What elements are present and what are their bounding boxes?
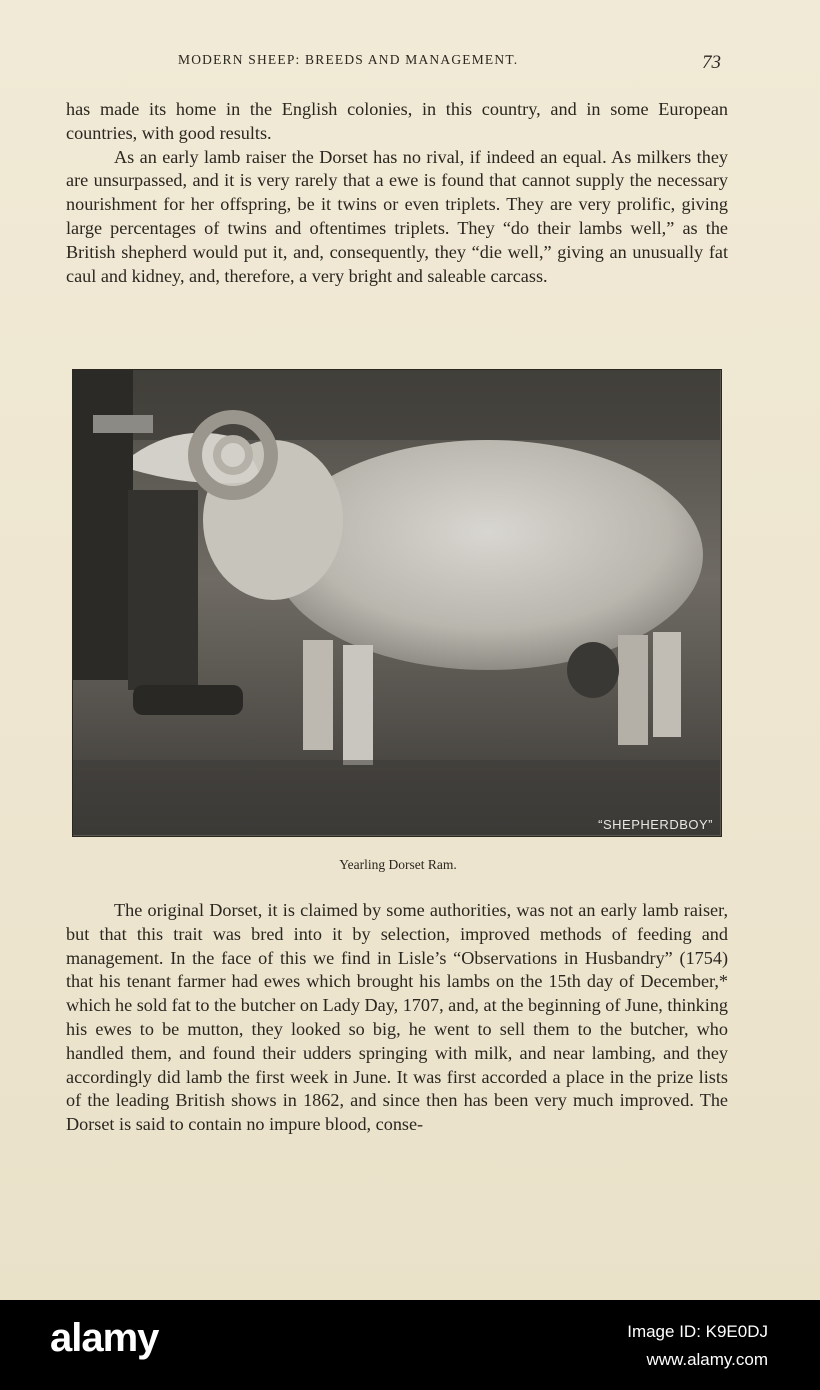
ram-illustration	[73, 370, 720, 835]
paragraph: As an early lamb raiser the Dorset has no rival, if indeed an equal. As milkers they are unsurpassed, and it is very rarely that a ewe is found that cannot supply the necessary nourishment for her offspring, be it twins or even triplets. They are very prolific, giving large percentages of twins and oftentimes triplets. They “do their lambs well,” as the British shepherd would put it, and, consequently, they “die well,” giving an unusually fat caul and kidney, and, therefore, a very bright and saleable carcass.	[66, 146, 728, 286]
ram-photograph	[72, 369, 722, 837]
top-text-block	[66, 98, 728, 288]
bottom-text-block	[66, 899, 728, 1137]
photo-credit: “SHEPHERDBOY”	[598, 817, 713, 832]
running-head: MODERN SHEEP: BREEDS AND MANAGEMENT.	[178, 52, 519, 67]
image-id: Image ID: K9E0DJ	[627, 1322, 768, 1341]
alamy-logo: alamy	[50, 1316, 159, 1360]
paragraph: The original Dorset, it is claimed by some authorities, was not an early lamb raiser, but that this trait was bred into it by selection, improved methods of feeding and management. In the face of this we find in Lisle’s “Observations in Husbandry” (1754) that his tenant farmer had ewes which brought his lambs on the 15th day of December,* which he sold fat to the butcher on Lady Day, 1707, and, at the beginning of June, thinking his ewes to be mutton, they looked so big, he went to sell them to the butcher, who handled them, and found their udders springing with milk, and near lambing, and they accordingly did lamb the first week in June. It was first accorded a place in the prize lists of the leading British shows in 1862, and since then has been very much improved. The Dorset is said to contain no impure blood, conse-	[66, 900, 729, 1135]
watermark-bar	[0, 1300, 820, 1390]
page-number: 73	[702, 52, 721, 73]
site-url: www.alamy.com	[646, 1350, 768, 1369]
paragraph: has made its home in the English colonies, in this country, and in some European countries, with good results.	[66, 99, 728, 143]
figure-caption: Yearling Dorset Ram.	[339, 857, 457, 872]
